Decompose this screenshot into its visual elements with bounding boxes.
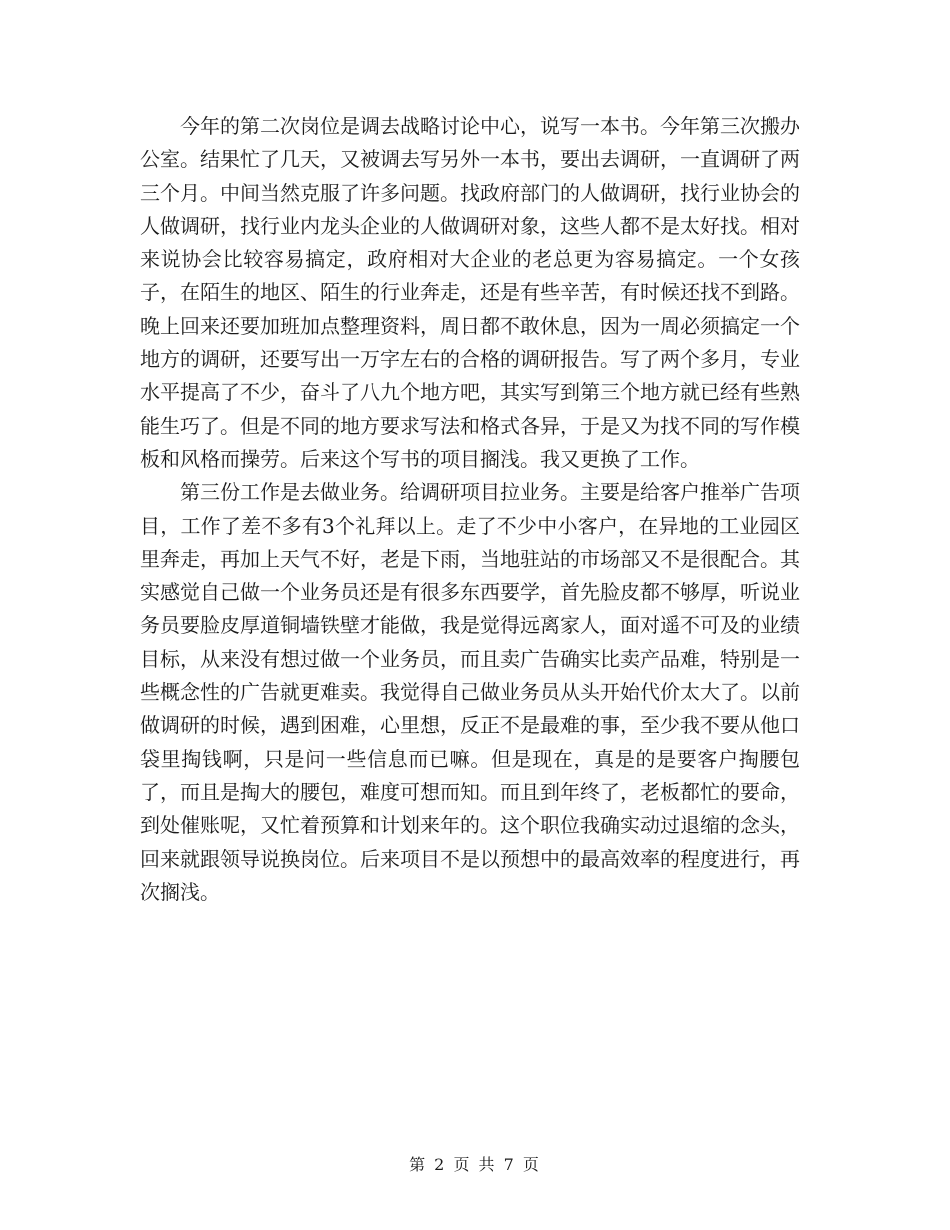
paragraph-1: 今年的第二次岗位是调去战略讨论中心，说写一本书。今年第三次搬办公室。结果忙了几天，又被调去写另外一本书，要出去调研，一直调研了两三个月。中间当然克服了许多问题。找政府部门的人做调研，找行业协会的人做调研，找行业内龙头企业的人做调研对象，这些人都不是太好找。相对来说协会比较容易搞定，政府相对大企业的老总更为容易搞定。一个女孩子，在陌生的地区、陌生的行业奔走，还是有些辛苦，有时候还找不到路。晚上回来还要加班加点整理资料，周日都不敢休息，因为一周必须搞定一个地方的调研，还要写出一万字左右的合格的调研报告。写了两个多月，专业水平提高了不少，奋斗了八九个地方吧，其实写到第三个地方就已经有些熟能生巧了。但是不同的地方要求写法和格式各异，于是又为找不同的写作模板和风格而操劳。后来这个写书的项目搁浅。我又更换了工作。	[140, 114, 800, 471]
page-footer: 第 2 页 共 7 页	[409, 1155, 541, 1174]
document-body	[140, 110, 800, 909]
paragraph-2: 第三份工作是去做业务。给调研项目拉业务。主要是给客户推举广告项目，工作了差不多有3个礼拜以上。走了不少中小客户，在异地的工业园区里奔走，再加上天气不好，老是下雨，当地驻站的市场部又不是很配合。其实感觉自己做一个业务员还是有很多东西要学，首先脸皮都不够厚，听说业务员要脸皮厚道铜墙铁壁才能做，我是觉得远离家人，面对遥不可及的业绩目标，从来没有想过做一个业务员，而且卖广告确实比卖产品难，特别是一些概念性的广告就更难卖。我觉得自己做业务员从头开始代价太大了。以前做调研的时候，遇到困难，心里想，反正不是最难的事，至少我不要从他口袋里掏钱啊，只是问一些信息而已嘛。但是现在，真是的是要客户掏腰包了，而且是掏大的腰包，难度可想而知。而且到年终了，老板都忙的要命，到处催账呢，又忙着预算和计划来年的。这个职位我确实动过退缩的念头，回来就跟领导说换岗位。后来项目不是以预想中的最高效率的程度进行，再次搁浅。	[140, 480, 800, 904]
